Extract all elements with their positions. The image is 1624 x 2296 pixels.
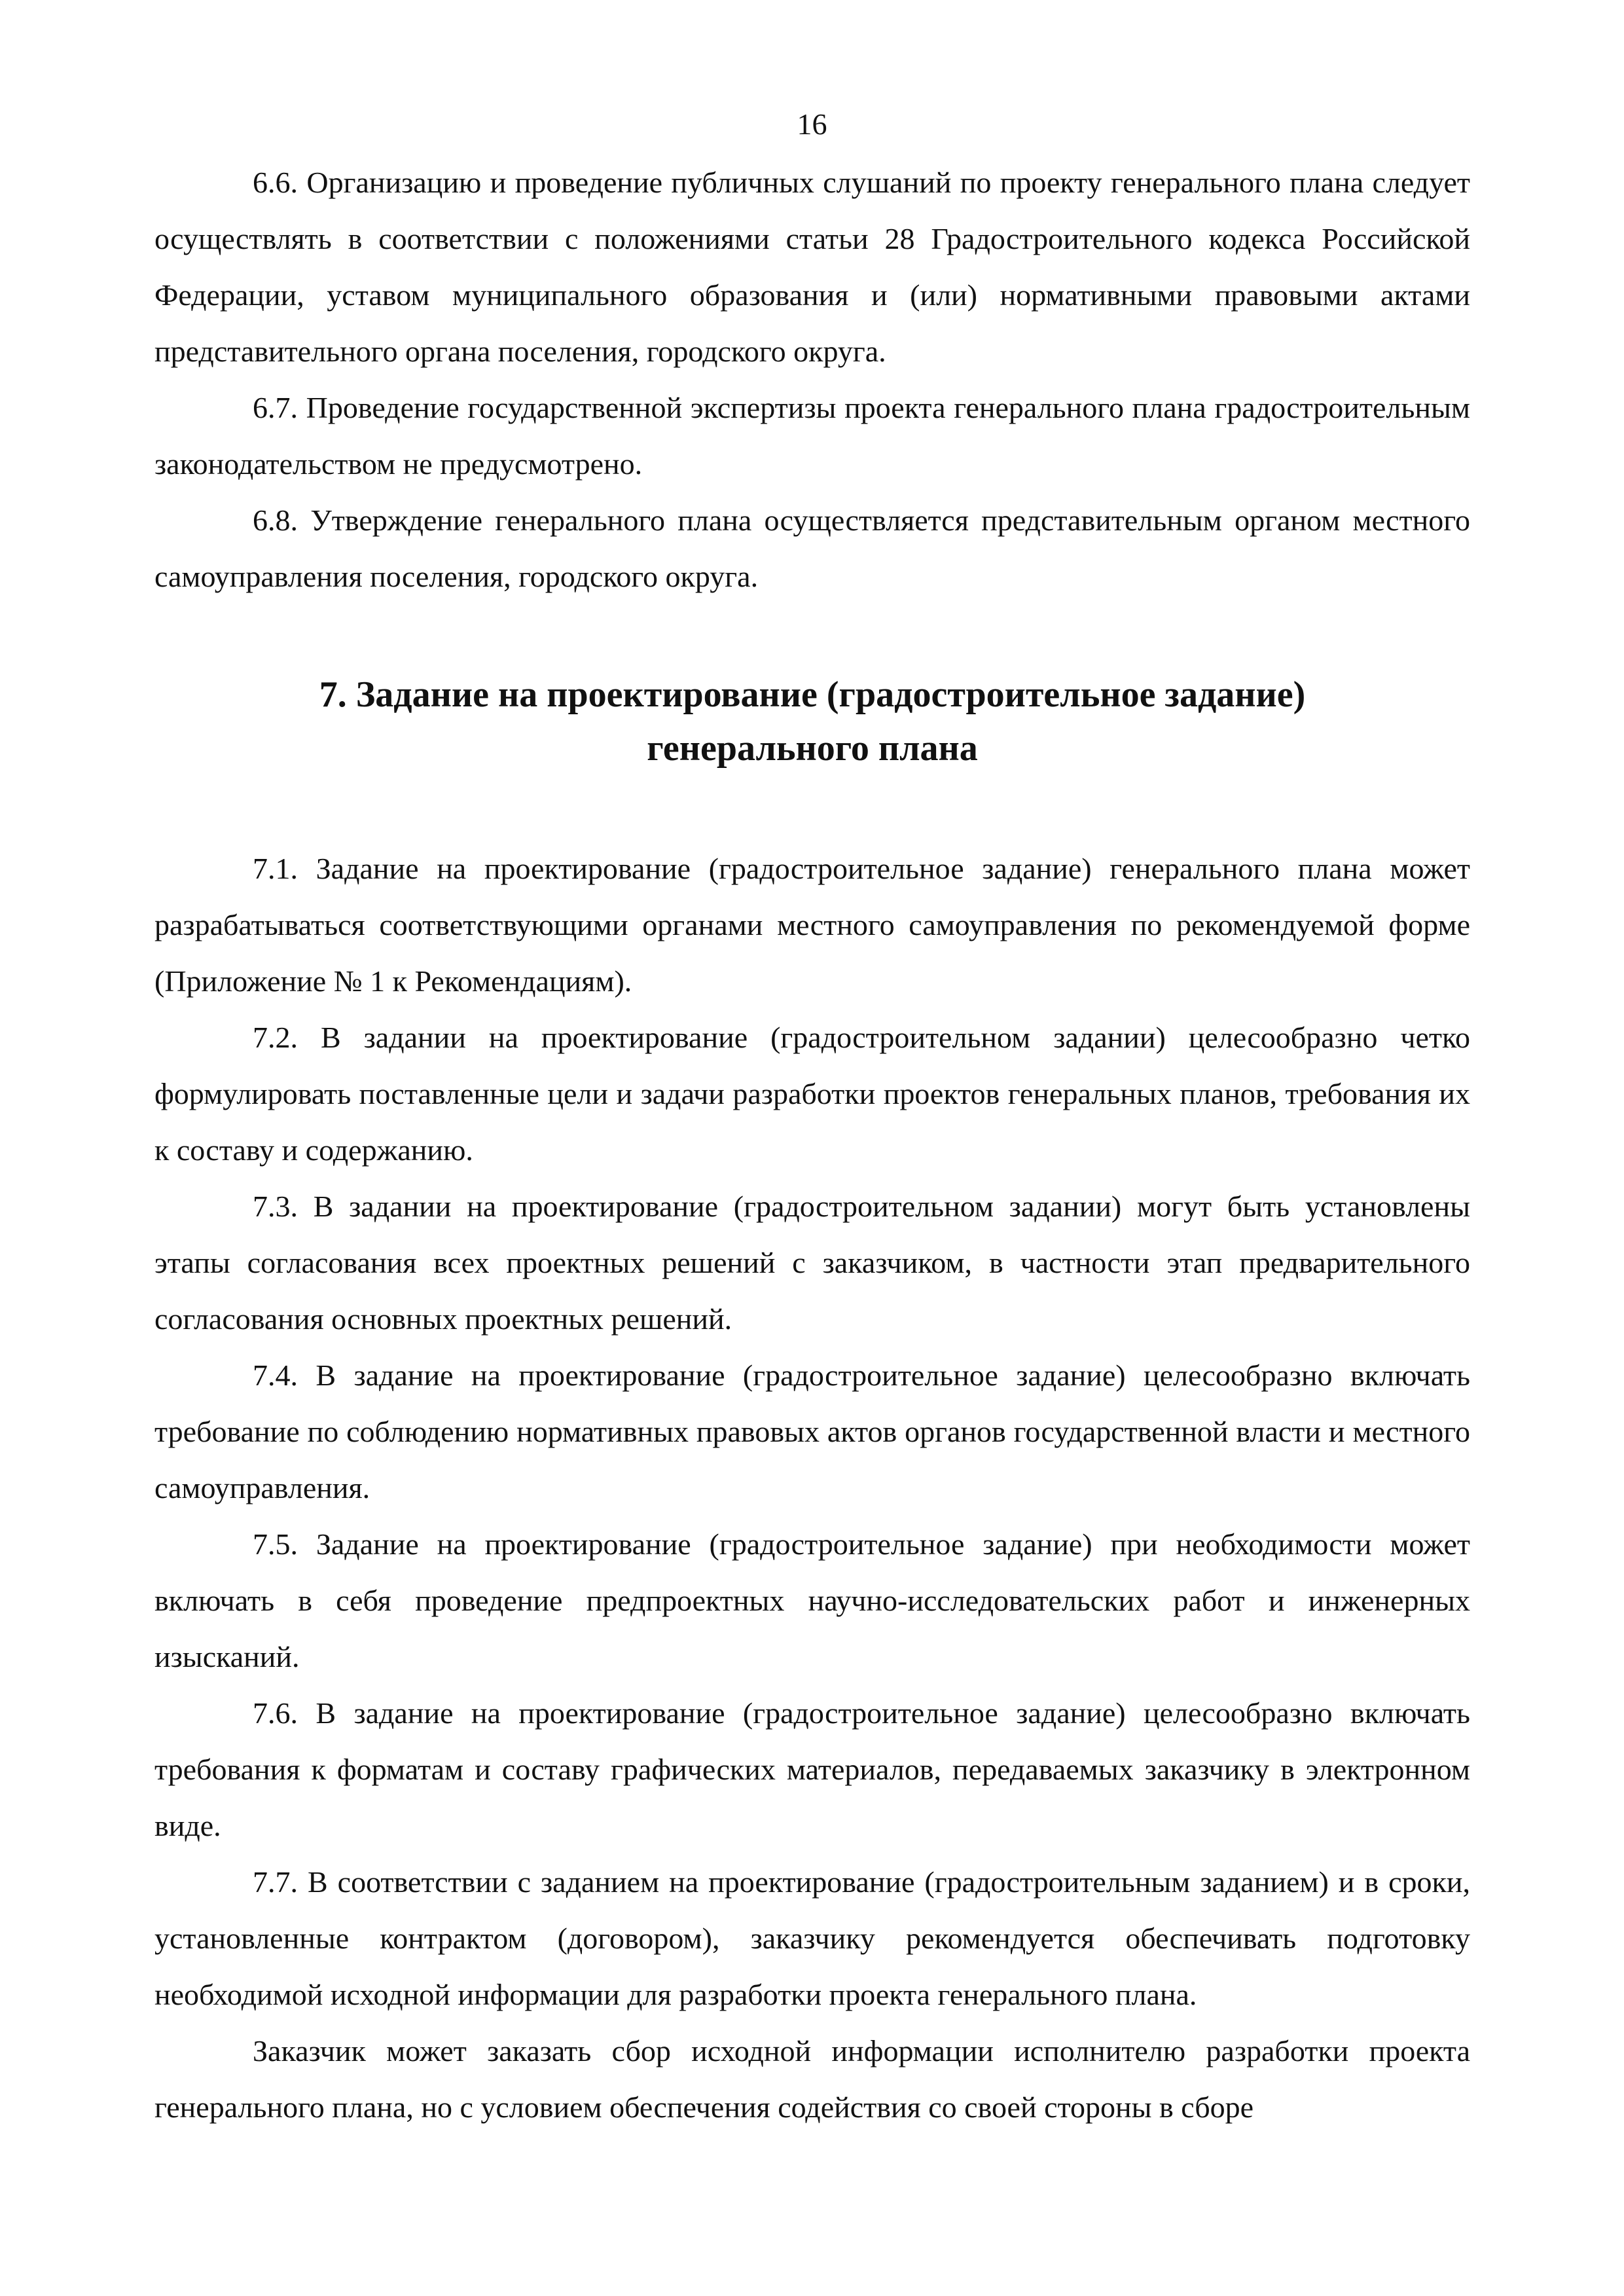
- paragraph-customer: Заказчик может заказать сбор исходной информации исполнителю разработки проекта генерального плана, но с условием обеспечения содействия со своей стороны в сборе: [154, 2034, 1470, 2124]
- section-7-heading-line-1: 7. Задание на проектирование (градостроительное задание): [319, 674, 1306, 715]
- paragraph-7-5: 7.5. Задание на проектирование (градостроительное задание) при необходимости может включать в себя проведение предпроектных научно-исследовательских работ и инженерных изысканий.: [154, 1527, 1470, 1673]
- paragraph-7-7: 7.7. В соответствии с заданием на проектирование (градостроительным заданием) и в сроки, установленные контрактом (договором), заказчику рекомендуется обеспечивать подготовку необходимой исходной информации для разработки проекта генерального плана.: [154, 1865, 1470, 2011]
- paragraph-6-7: 6.7. Проведение государственной экспертизы проекта генерального плана градостроительным законодательством не предусмотрено.: [154, 391, 1470, 481]
- paragraph-7-4: 7.4. В задание на проектирование (градостроительное задание) целесообразно включать требование по соблюдению нормативных правовых актов органов государственной власти и местного самоуправления.: [154, 1358, 1470, 1504]
- paragraph-7-2: 7.2. В задании на проектирование (градостроительном задании) целесообразно четко формулировать поставленные цели и задачи разработки проектов генеральных планов, требования их к составу и содержанию.: [154, 1021, 1470, 1167]
- page-number: 16: [797, 107, 827, 141]
- paragraph-7-6: 7.6. В задание на проектирование (градостроительное задание) целесообразно включать требования к форматам и составу графических материалов, передаваемых заказчику в электронном виде.: [154, 1696, 1470, 1842]
- paragraph-6-8: 6.8. Утверждение генерального плана осуществляется представительным органом местного самоуправления поселения, городского округа.: [154, 503, 1470, 593]
- paragraph-6-6: 6.6. Организацию и проведение публичных слушаний по проекту генерального плана следует осуществлять в соответствии с положениями статьи 28 Градостроительного кодекса Российской Федерации, уставом муниципального образования и (или) нормативными правовыми актами представительного органа поселения, городского округа.: [154, 166, 1470, 368]
- section-7-heading: [154, 605, 1470, 841]
- paragraph-7-3: 7.3. В задании на проектирование (градостроительном задании) могут быть установлены этапы согласования всех проектных решений с заказчиком, в частности этап предварительного согласования основных проектных решений.: [154, 1190, 1470, 1336]
- document-body: [154, 155, 1470, 2136]
- paragraph-7-1: 7.1. Задание на проектирование (градостроительное задание) генерального плана может разрабатываться соответствующими органами местного самоуправления по рекомендуемой форме (Приложение № 1 к Рекомендациям).: [154, 852, 1470, 998]
- section-7-heading-line-2: генерального плана: [647, 728, 978, 769]
